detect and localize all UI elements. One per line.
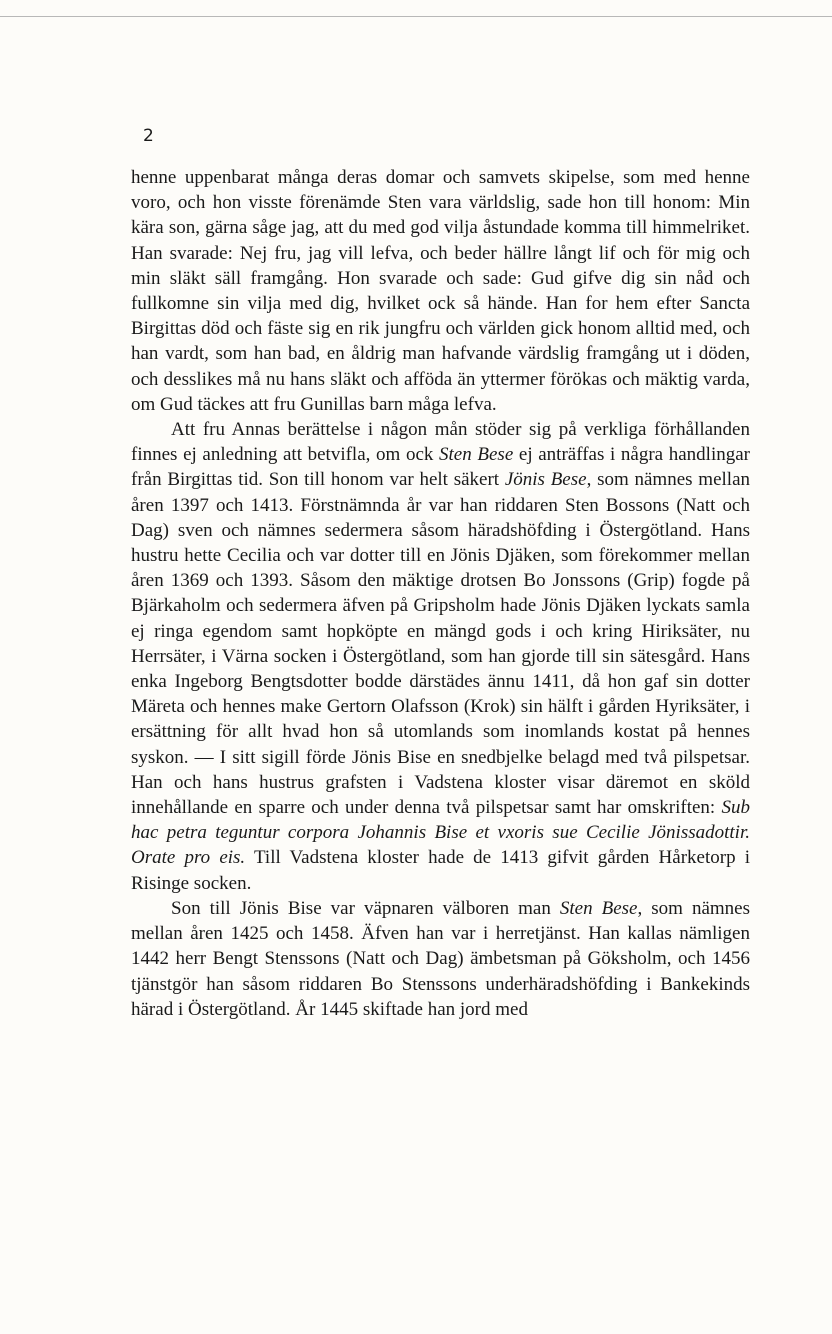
paragraph [131, 165, 750, 417]
italic-name: Sten Bese [439, 444, 514, 466]
text-segment: , som nämnes mellan åren 1425 och 1458. Äfven han var i herretjänst. Han kallas nämligen 1442 herr Bengt Stenssons (Natt och Dag) ämbetsman på Göksholm, och 1456 tjänstgör han såsom riddaren Bo Stenssons underhäradshöfding i Bankekinds härad i Östergötland. År 1445 skiftade han jord med [131, 897, 750, 1020]
text-segment: henne uppenbarat många deras domar och samvets skipelse, som med henne voro, och hon visste förenämde Sten vara världslig, sade hon till honom: Min kära son, gärna såge jag, att du med god vilja åstundade komma till himmelriket. Han svarade: Nej fru, jag vill lefva, och beder hällre långt lif och för mig och min släkt säll framgång. Hon svarade och sade: Gud gifve dig sin nåd och fullkomne sin vilja med dig, hvilket ock så hände. Han for hem efter Sancta Birgittas död och fäste sig en rik jungfru och världen gick honom alltid med, och han vardt, som han bad, en åldrig man hafvande värdslig framgång ut i döden, och desslikes må nu hans släkt och afföda än yttermer förökas och mäktig varda, om Gud täckes att fru Gunillas barn måga lefva. [131, 167, 750, 415]
text-segment: Att fru Annas berättelse i någon mån stöder sig på verkliga förhållanden finnes ej anledning att betvifla, om ock [131, 419, 750, 466]
paragraph [131, 896, 750, 1022]
text-segment: Till Vadstena kloster hade de 1413 gifvit gården Hårketorp i Risinge socken. [131, 847, 750, 894]
italic-name: Sten Bese [559, 897, 638, 919]
italic-inscription: Sub hac petra teguntur corpora Johannis Bise et vxoris sue Cecilie Jönissadottir. Orate pro eis. [131, 797, 750, 869]
page-top-rule [0, 16, 832, 17]
italic-name: Jönis Bese [504, 469, 587, 491]
page-number: 2 [143, 126, 154, 146]
paragraph [131, 417, 750, 896]
text-segment: , som nämnes mellan åren 1397 och 1413. Förstnämnda år var han riddaren Sten Bossons (Natt och Dag) sven och nämnes sedermera såsom häradshöfding i Östergötland. Hans hustru hette Cecilia och var dotter till en Jönis Djäken, som förekommer mellan åren 1369 och 1393. Såsom den mäktige drotsen Bo Jonssons (Grip) fogde på Bjärkaholm och sedermera äfven på Gripsholm hade Jönis Djäken lyckats samla ej ringa egendom samt hopköpte en mängd gods i och kring Hiriksäter, nu Herrsäter, i Värna socken i Östergötland, som han gjorde till sin sätesgård. Hans enka Ingeborg Bengtsdotter bodde därstädes ännu 1411, då hon gaf sin dotter Märeta och hennes make Gertorn Olafsson (Krok) sin hälft i gården Hyriksäter, i ersättning för allt hvad hon så utomlands som inomlands kostat på hennes syskon. — I sitt sigill förde Jönis Bise en snedbjelke belagd med två pilspetsar. Han och hans hustrus grafsten i Vadstena kloster visar däremot en sköld innehållande en sparre och under denna två pilspetsar samt har omskriften: [131, 469, 750, 819]
body-text [131, 165, 750, 1022]
text-segment: Son till Jönis Bise var väpnaren välboren man [171, 897, 560, 919]
text-segment: ej anträffas i några handlingar från Birgittas tid. Son till honom var helt säkert [131, 444, 750, 491]
